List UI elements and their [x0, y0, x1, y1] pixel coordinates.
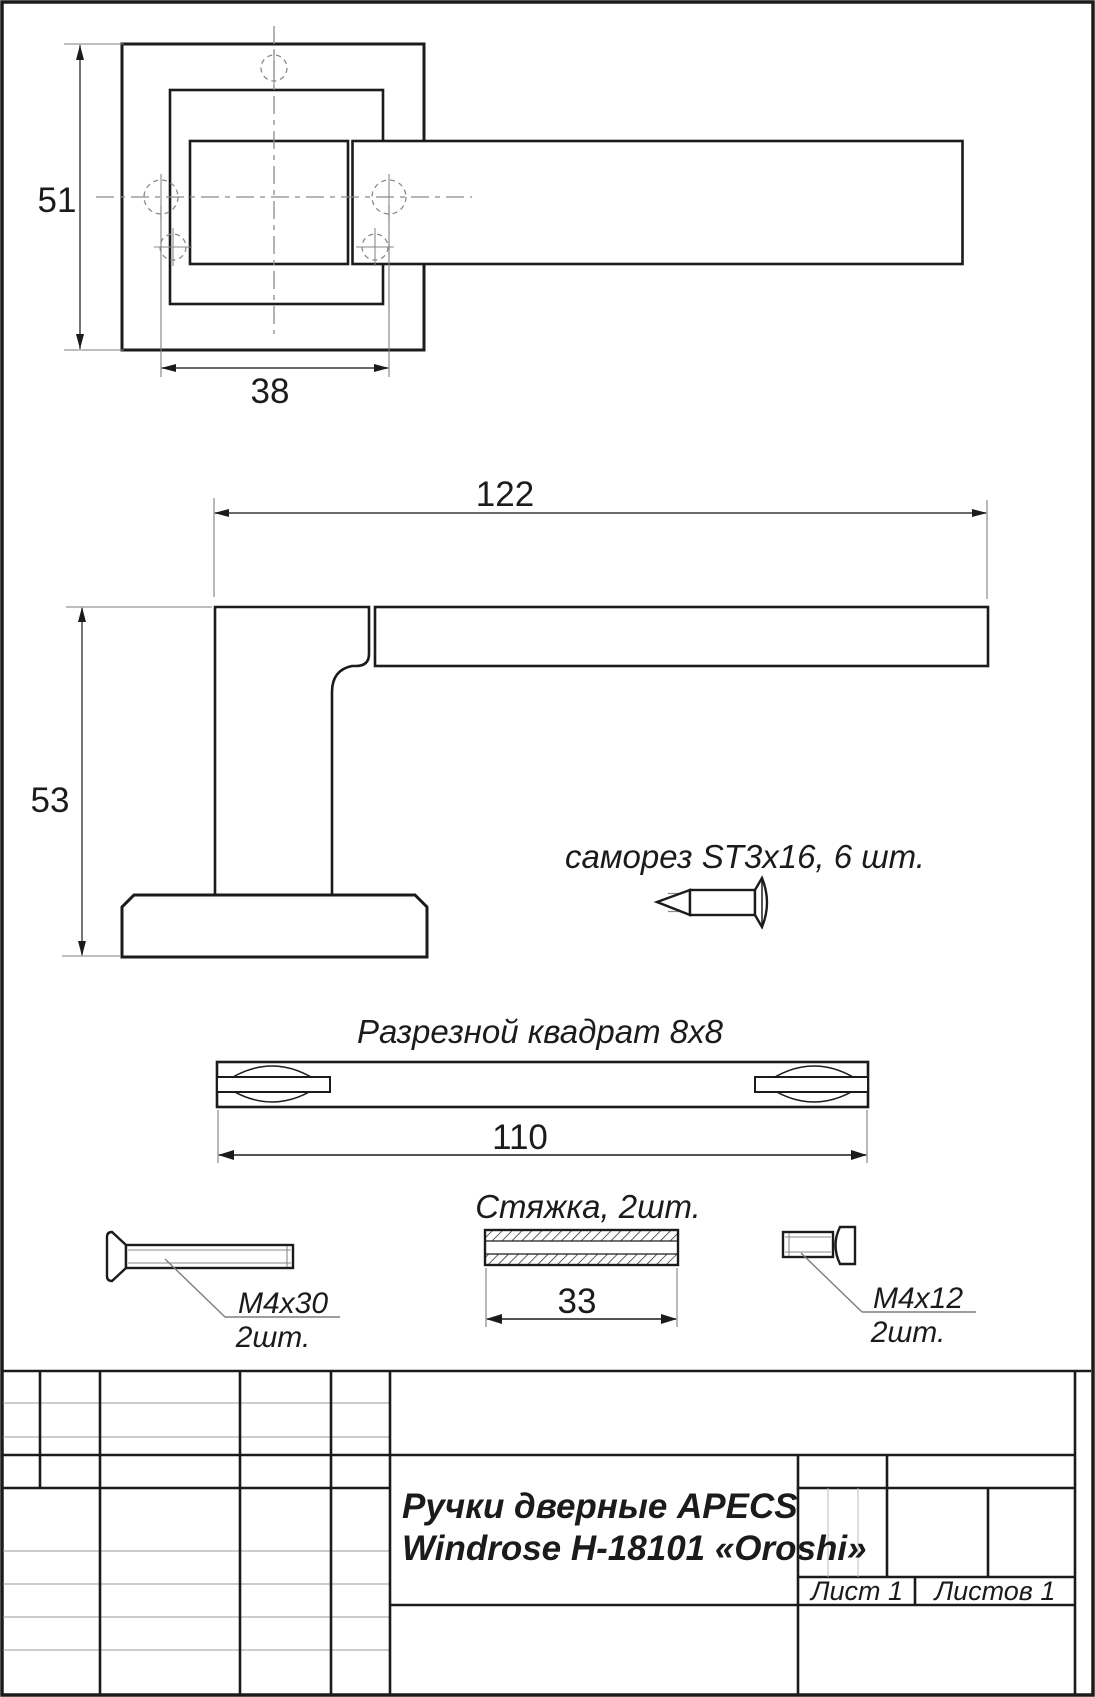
dim-value-38: 38 — [250, 372, 290, 411]
arrowhead — [486, 1314, 502, 1324]
bolt-m4x30 — [107, 1232, 340, 1354]
handle-neck-top — [190, 141, 348, 264]
arrowhead — [851, 1150, 867, 1160]
sleeve-hatch-bottom — [486, 1254, 677, 1264]
bolt-head — [836, 1227, 856, 1264]
bolt-m4x12 — [783, 1227, 976, 1349]
bolt-m4x12-label: M4x12 — [872, 1282, 964, 1315]
handle-neck-side — [215, 607, 369, 895]
bolt-shank — [783, 1232, 833, 1257]
dimension-110 — [218, 1110, 867, 1163]
spindle-title: Разрезной квадрат 8x8 — [357, 1013, 723, 1050]
screw-note-label: саморез ST3x16, 6 шт. — [565, 838, 925, 875]
bolt-head — [107, 1232, 126, 1281]
sheet-cell: Лист 1 — [810, 1576, 904, 1606]
arrowhead — [218, 1150, 234, 1160]
sleeve-view — [475, 1188, 701, 1327]
arrowhead — [78, 607, 86, 622]
sleeve-title: Стяжка, 2шт. — [475, 1188, 701, 1225]
bolt-m4x30-qty: 2шт. — [235, 1321, 311, 1354]
handle-lever-side — [375, 607, 988, 666]
screw-head — [755, 878, 767, 927]
split-slot — [217, 1077, 330, 1092]
screw-shank — [690, 890, 755, 915]
top-view — [38, 26, 963, 411]
dim-value-33: 33 — [557, 1282, 597, 1321]
arrowhead — [374, 364, 389, 372]
sheets-cell: Листов 1 — [934, 1576, 1056, 1606]
bolt-m4x30-label: M4x30 — [237, 1287, 329, 1320]
dim-value-110: 110 — [492, 1118, 548, 1157]
side-view — [31, 475, 988, 957]
dimension-33 — [486, 1268, 677, 1327]
arrowhead — [972, 509, 987, 517]
sleeve-hatch-top — [486, 1231, 677, 1241]
arrowhead — [76, 334, 84, 349]
rose-plate-side — [122, 895, 427, 957]
handle-lever-top — [353, 141, 963, 264]
arrowhead — [661, 1314, 677, 1324]
bolt-shank — [126, 1245, 293, 1268]
screw-st3x16 — [565, 838, 925, 927]
bolt-m4x12-qty: 2шт. — [870, 1316, 946, 1349]
dim-value-122: 122 — [475, 475, 535, 514]
spindle-view — [217, 1013, 868, 1163]
arrowhead — [214, 509, 229, 517]
split-slot — [755, 1077, 868, 1092]
product-name-line2: Windrose H-18101 «Oroshi» — [402, 1529, 867, 1568]
arrowhead — [78, 941, 86, 956]
arrowhead — [76, 45, 84, 60]
arrowhead — [161, 364, 176, 372]
dim-value-53: 53 — [30, 781, 70, 820]
product-name-line1: Ручки дверные APECS — [402, 1487, 798, 1526]
dim-value-51: 51 — [37, 181, 77, 220]
dimension-122 — [214, 475, 987, 599]
title-block — [3, 1371, 1091, 1694]
